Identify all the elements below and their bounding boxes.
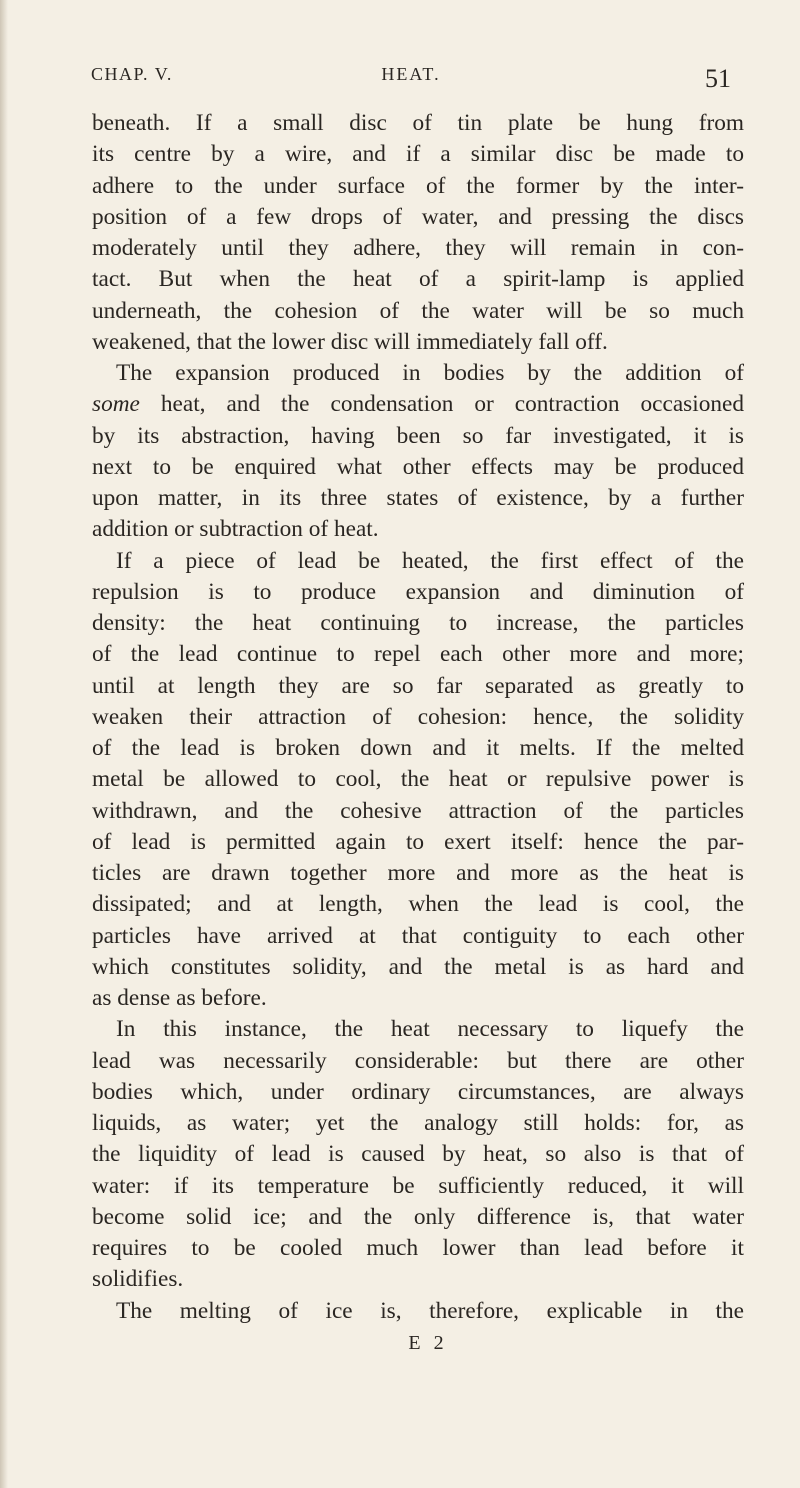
text-line: of the lead is broken down and it melts. If the melted bbox=[92, 735, 744, 761]
text-line: The expansion produced in bodies by the addition of bbox=[116, 360, 744, 386]
body-text bbox=[92, 108, 744, 1358]
text-line: solidifies. bbox=[92, 1266, 184, 1293]
text-line: particles have arrived at that contiguity to each other bbox=[92, 922, 744, 949]
page-number: 51 bbox=[705, 64, 731, 93]
text-line: which constitutes solidity, and the metal is as hard and bbox=[92, 953, 744, 980]
signature-text: E 2 bbox=[408, 1331, 448, 1354]
text-line-rest: heat, and the condensation or contraction occasioned bbox=[160, 391, 744, 418]
text-line: become solid ice; and the only difference is, that water bbox=[92, 1203, 744, 1230]
text-line: addition or subtraction of heat. bbox=[92, 516, 379, 543]
text-line: the liquidity of lead is caused by heat, so also is that of bbox=[92, 1141, 744, 1168]
text-line: water: if its temperature be sufficiently reduced, it will bbox=[92, 1172, 744, 1199]
text-line: The melting of ice is, therefore, explicable in the bbox=[116, 1297, 744, 1324]
text-line: of the lead continue to repel each other more and more; bbox=[92, 641, 744, 668]
text-line: tact. But when the heat of a spirit-lamp is applied bbox=[92, 266, 744, 293]
signature-mark bbox=[92, 1327, 744, 1358]
text-line: density: the heat continuing to increase, the particles bbox=[92, 610, 744, 636]
text-line: weaken their attraction of cohesion: hence, the solidity bbox=[92, 703, 744, 730]
text-line: underneath, the cohesion of the water will be so much bbox=[92, 297, 744, 324]
text-line: ticles are drawn together more and more as the heat is bbox=[92, 860, 744, 886]
text-line: In this instance, the heat necessary to liquefy the bbox=[116, 1016, 744, 1043]
italic-emphasis: some bbox=[92, 391, 140, 418]
text-line: adhere to the under surface of the former by the inter- bbox=[92, 172, 744, 199]
text-line: bodies which, under ordinary circumstances, are always bbox=[92, 1078, 744, 1105]
text-line: position of a few drops of water, and pressing the discs bbox=[92, 203, 744, 230]
text-line: liquids, as water; yet the analogy still holds: for, as bbox=[92, 1110, 744, 1136]
running-header bbox=[91, 58, 731, 98]
text-line: repulsion is to produce expansion and diminution of bbox=[92, 578, 744, 605]
text-line: If a piece of lead be heated, the first effect of the bbox=[116, 547, 744, 574]
running-title: HEAT. bbox=[381, 64, 441, 84]
text-line: of lead is permitted again to exert itself: hence the par- bbox=[92, 828, 744, 855]
text-line: moderately until they adhere, they will remain in con- bbox=[92, 235, 744, 261]
text-line: beneath. If a small disc of tin plate be hung from bbox=[92, 110, 744, 136]
text-line: weakened, that the lower disc will immediately fall off. bbox=[92, 328, 608, 355]
text-line: lead was necessarily considerable: but there are other bbox=[92, 1047, 744, 1074]
text-line: dissipated; and at length, when the lead is cool, the bbox=[92, 891, 744, 918]
text-line: by its abstraction, having been so far investigated, it is bbox=[92, 422, 744, 449]
page-edge-shadow bbox=[0, 0, 8, 1488]
text-line: its centre by a wire, and if a similar disc be made to bbox=[92, 141, 744, 168]
chapter-label: CHAP. V. bbox=[91, 64, 173, 84]
text-line: metal be allowed to cool, the heat or repulsive power is bbox=[92, 766, 744, 793]
text-line: as dense as before. bbox=[92, 985, 267, 1011]
text-line-with-italic bbox=[92, 389, 744, 420]
text-line: until at length they are so far separated as greatly to bbox=[92, 672, 744, 699]
text-line: upon matter, in its three states of existence, by a further bbox=[92, 485, 744, 511]
text-line: requires to be cooled much lower than lead before it bbox=[92, 1235, 744, 1261]
text-line: next to be enquired what other effects may be produced bbox=[92, 453, 744, 480]
text-line: withdrawn, and the cohesive attraction of the particles bbox=[92, 797, 744, 824]
